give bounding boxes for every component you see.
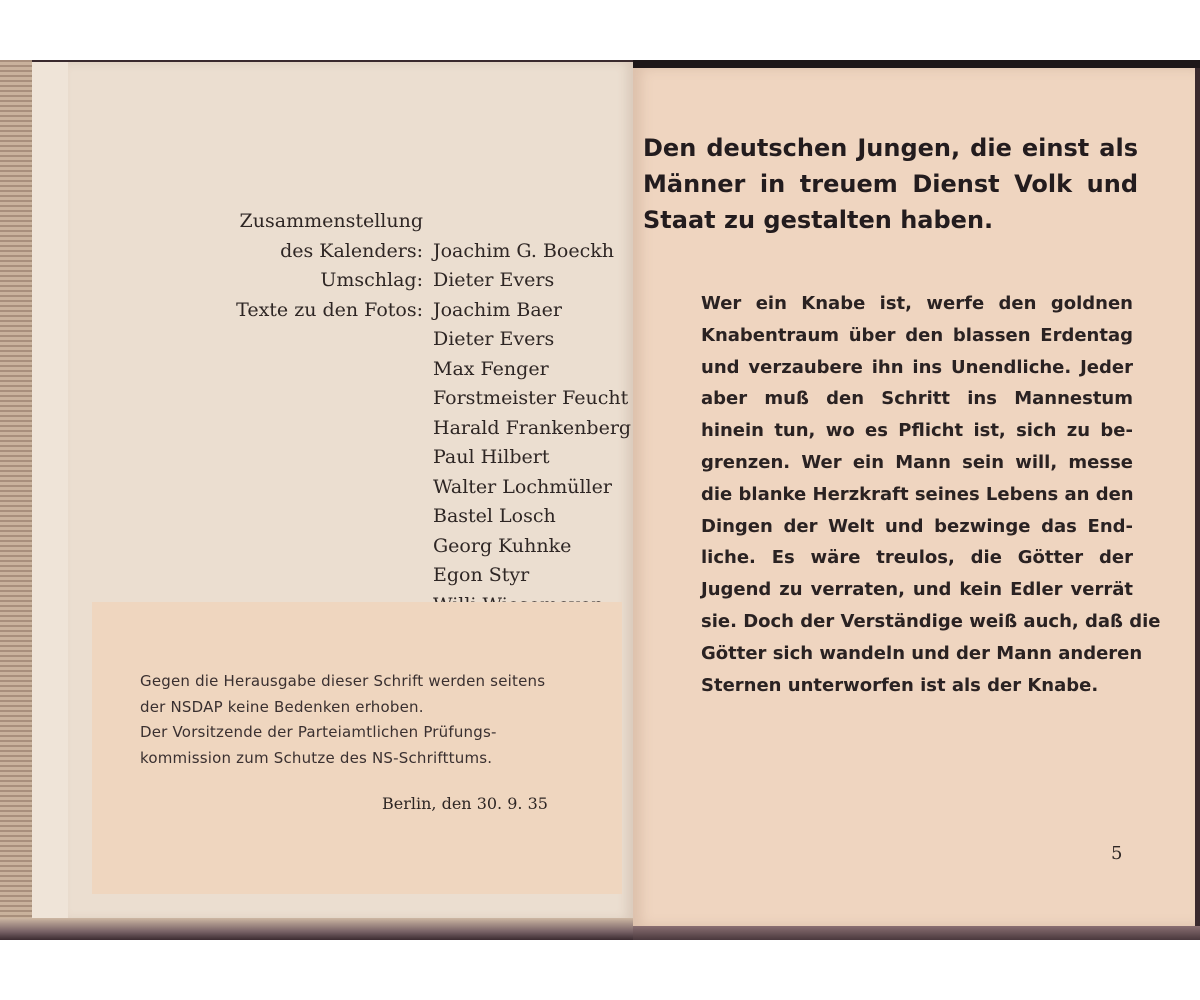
prose-line: Knabentraum über den blassen Erdentag — [701, 324, 1133, 346]
credit-row — [198, 473, 631, 503]
prose-line: Wer ein Knabe ist, werfe den goldnen — [701, 293, 1133, 314]
credit-label: Umschlag: — [320, 269, 423, 291]
credit-label — [198, 561, 433, 591]
credit-row — [198, 443, 631, 473]
open-book — [0, 60, 1200, 940]
notice-place-date: Berlin, den 30. 9. 35 — [382, 794, 548, 813]
credit-row — [198, 207, 631, 237]
prose-line: Sternen unterworfen ist als der Knabe. — [701, 674, 1099, 696]
notice-line: kommission zum Schutze des NS-Schrifttums. — [140, 748, 493, 767]
credit-label — [198, 325, 433, 355]
left-page — [68, 62, 633, 920]
approval-notice-slip — [92, 602, 622, 894]
book-bottom-edge — [633, 926, 1200, 940]
credit-label — [198, 443, 433, 473]
flyleaf — [32, 62, 69, 920]
credits-list — [198, 207, 631, 620]
credit-row — [198, 502, 631, 532]
credit-name: Harald Frankenberg — [433, 416, 632, 439]
credit-name: Dieter Evers — [433, 269, 555, 291]
prose-line: grenzen. Wer ein Mann sein will, messe — [701, 451, 1133, 473]
prose-line: Götter sich wandeln und der Mann anderen — [701, 642, 1143, 664]
book-top-edge — [633, 60, 1200, 68]
credit-row — [198, 237, 631, 267]
notice-line: Gegen die Herausgabe dieser Schrift werden seitens — [140, 672, 546, 690]
right-page — [633, 68, 1195, 926]
credit-row — [198, 384, 631, 414]
prose-line: hinein tun, wo es Pflicht ist, sich zu be- — [701, 420, 1133, 442]
credit-name: Forstmeister Feucht — [433, 387, 629, 409]
credit-name: Paul Hilbert — [433, 446, 550, 468]
page-number: 5 — [1111, 843, 1123, 864]
credit-name: Walter Lochmüller — [433, 475, 612, 498]
prose-line: liche. Es wäre treulos, die Götter der — [701, 547, 1133, 569]
credit-row — [198, 355, 631, 385]
prose-line: Dingen der Welt und bezwinge das End- — [701, 515, 1133, 537]
notice-line: Der Vorsitzende der Parteiamtlichen Prüfungs- — [140, 723, 497, 741]
credit-row — [198, 325, 631, 355]
credit-label — [198, 502, 433, 532]
prose-line: sie. Doch der Verständige weiß auch, daß die — [701, 610, 1161, 632]
credit-label: Zusammenstellung — [239, 210, 423, 232]
prose-line: die blanke Herzkraft seines Lebens an den — [701, 483, 1134, 505]
credit-name: Bastel Losch — [433, 505, 556, 527]
credit-name: Georg Kuhnke — [433, 534, 572, 557]
dedication-heading: Den deutschen Jungen, die einst als Männer in treuem Dienst Volk und Staat zu gestalten haben. — [643, 134, 1138, 234]
credit-name: Joachim G. Boeckh — [433, 239, 615, 262]
credit-name: Max Fenger — [433, 357, 549, 380]
credit-row — [198, 266, 631, 296]
credit-label — [198, 532, 433, 562]
credit-label — [198, 473, 433, 503]
credit-name: Joachim Baer — [433, 298, 563, 321]
prose-paragraph — [701, 288, 1161, 701]
credit-row — [198, 532, 631, 562]
prose-line: aber muß den Schritt ins Mannestum — [701, 388, 1133, 410]
credit-row — [198, 561, 631, 591]
credit-label: Texte zu den Fotos: — [236, 298, 423, 321]
credit-label — [198, 414, 433, 444]
book-bottom-edge — [0, 918, 640, 940]
credit-name: Egon Styr — [433, 564, 530, 586]
credit-label — [198, 384, 433, 414]
credit-row — [198, 414, 631, 444]
credit-label — [198, 355, 433, 385]
credit-label: des Kalenders: — [280, 239, 423, 262]
prose-line: Jugend zu verraten, und kein Edler verrät — [701, 579, 1133, 601]
prose-line: und verzaubere ihn ins Unendliche. Jeder — [701, 356, 1133, 378]
credit-row — [198, 296, 631, 326]
notice-line: der NSDAP keine Bedenken erhoben. — [140, 697, 424, 716]
credit-name: Dieter Evers — [433, 328, 555, 350]
book-cover-cloth — [0, 60, 32, 930]
approval-notice-text — [140, 669, 610, 771]
